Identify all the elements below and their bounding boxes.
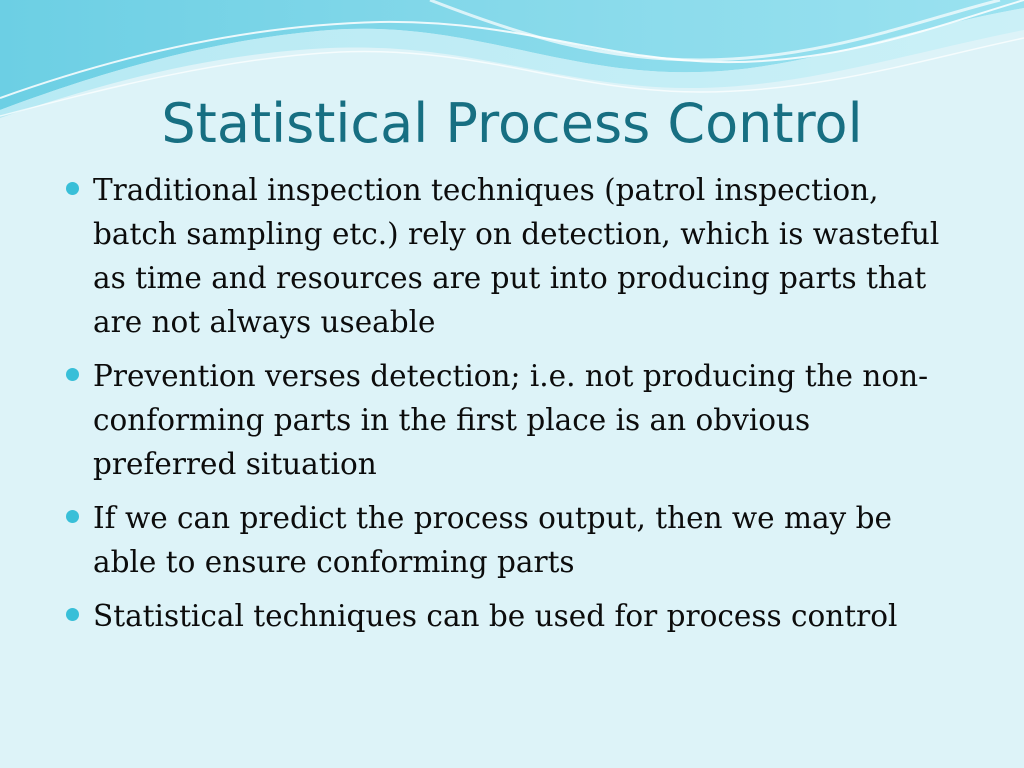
bullet-item [60,496,960,584]
bullet-text: If we can predict the process output, then we may be able to ensure conforming parts [93,501,892,579]
bullet-item [60,168,960,344]
bullet-item [60,594,960,638]
bullet-text: Traditional inspection techniques (patrol inspection, batch sampling etc.) rely on detection, which is wasteful as time and resources are put into producing parts that are not always useable [93,173,940,339]
slide-title: Statistical Process Control [161,92,863,155]
bullet-dot-icon [66,510,79,523]
bullet-item [60,354,960,486]
bullet-text: Statistical techniques can be used for process control [93,599,898,633]
bullet-dot-icon [66,368,79,381]
bullet-text: Prevention verses detection; i.e. not producing the non-conforming parts in the first place is an obvious preferred situation [93,359,929,481]
bullet-list [60,168,960,648]
bullet-dot-icon [66,608,79,621]
bullet-dot-icon [66,182,79,195]
